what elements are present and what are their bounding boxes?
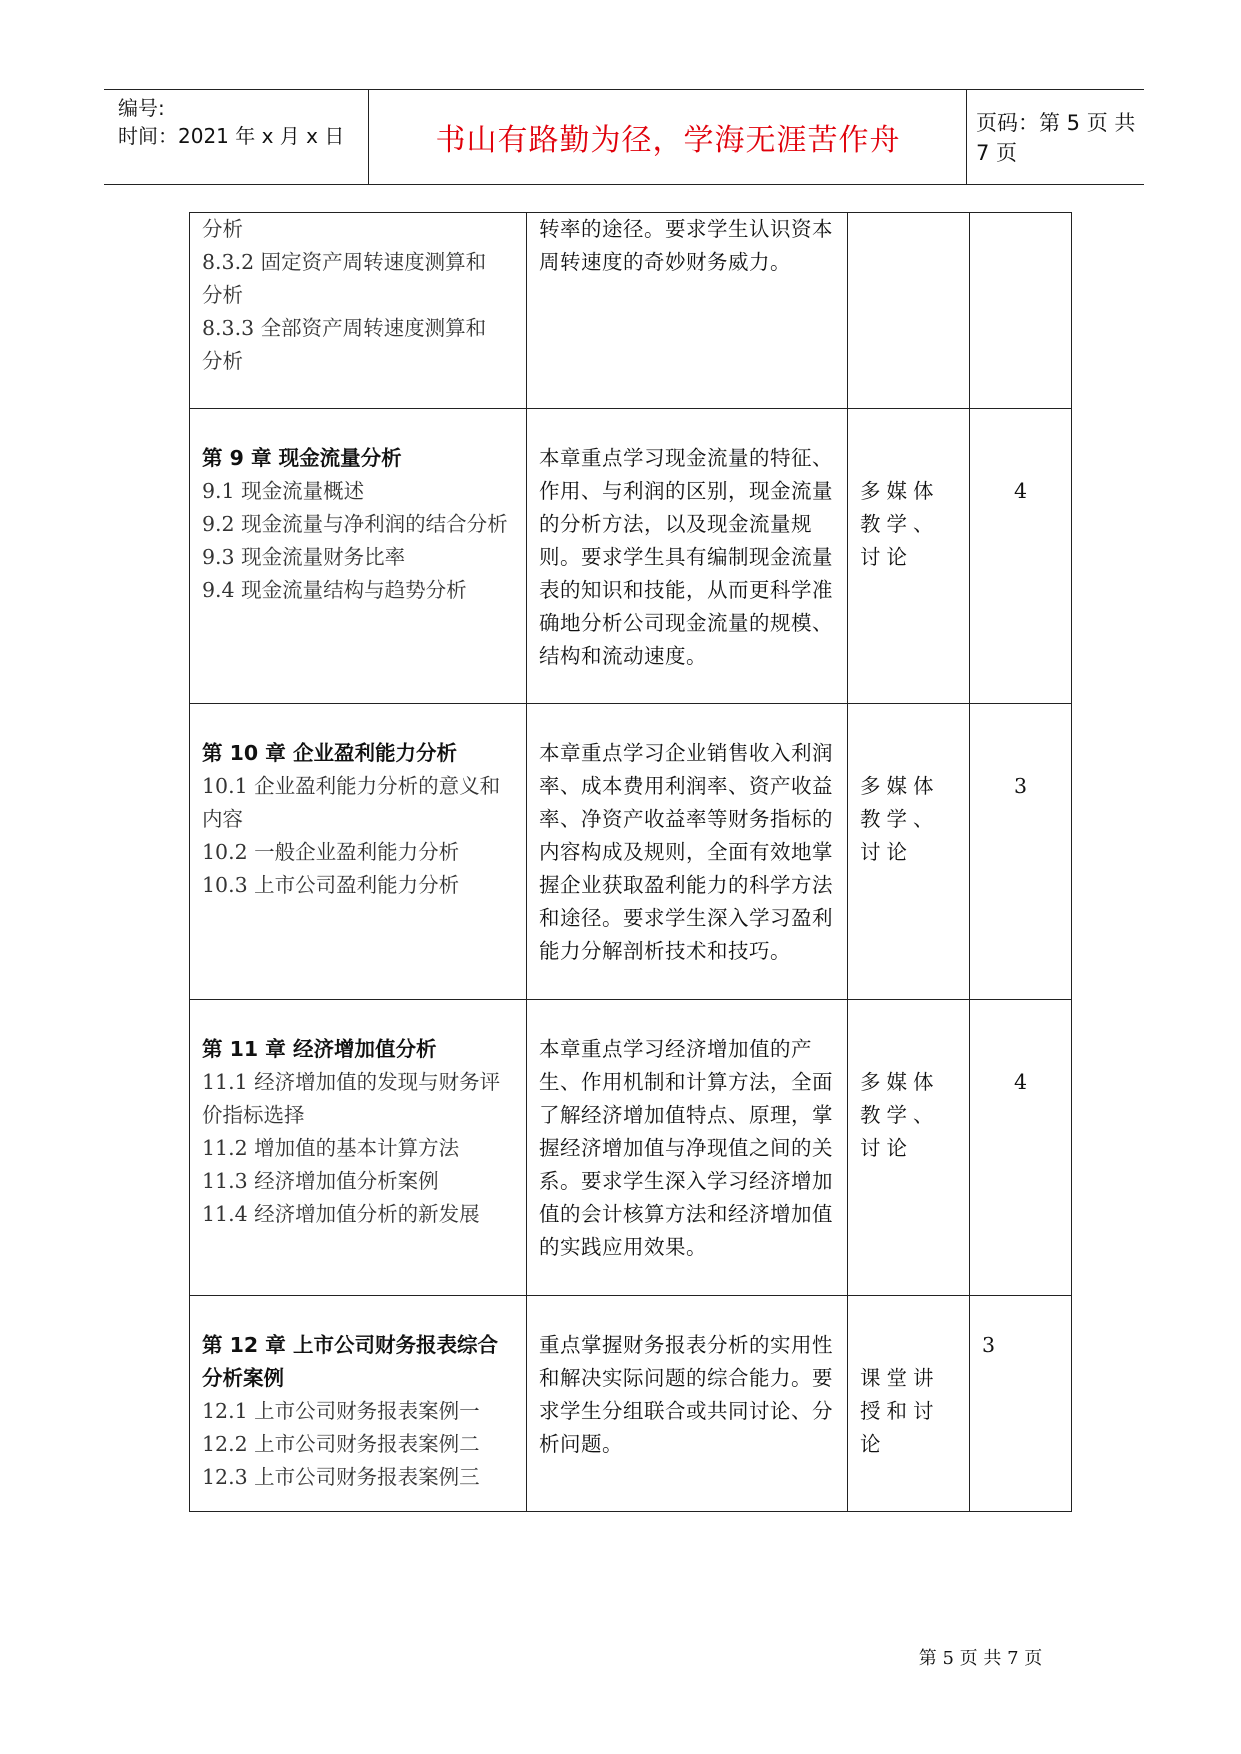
header-divider [368,90,369,184]
topic-line: 10.3 上市公司盈利能力分析 [202,873,460,897]
description-cell [527,1296,848,1512]
hours-cell [970,1296,1072,1512]
topics-cell [190,213,527,409]
topic-line: 10.2 一般企业盈利能力分析 [202,840,460,864]
topic-line: 12.1 上市公司财务报表案例一 [202,1399,480,1423]
table-row [190,409,1072,704]
chapter-title: 第 12 章 上市公司财务报表综合分析案例 [202,1333,498,1390]
topic-line: 12.3 上市公司财务报表案例三 [202,1465,480,1489]
description-text: 本章重点学习现金流量的特征、作用、与利润的区别，现金流量的分析方法，以及现金流量规则。要求学生具有编制现金流量表的知识和技能，从而更科学准确地分析公司现金流量的规模、结构和流动速度。 [539,446,833,668]
method-cell [848,1000,970,1296]
topics-cell [190,1296,527,1512]
description-cell [527,704,848,1000]
header-meta [118,94,344,150]
page-footer: 第 5 页 共 7 页 [918,1648,1043,1669]
hours-cell [970,213,1072,409]
chapter-title: 第 10 章 企业盈利能力分析 [202,741,457,765]
method-cell [848,704,970,1000]
method-text: 多媒体教学、讨论 [860,774,940,864]
method-cell [848,213,970,409]
table-row [190,1296,1072,1512]
topics-cell [190,1000,527,1296]
method-text: 课堂讲授和讨论 [860,1366,940,1456]
page-header [104,89,1144,185]
code-label: 编号: [118,96,165,120]
topic-line: 8.3.3 全部资产周转速度测算和 [202,316,487,340]
method-cell [848,1296,970,1512]
hours-value: 3 [1013,774,1028,798]
topic-line: 8.3.2 固定资产周转速度测算和 [202,250,487,274]
method-cell [848,409,970,704]
hours-cell [970,704,1072,1000]
chapter-title: 第 9 章 现金流量分析 [202,446,402,470]
topic-line: 11.4 经济增加值分析的新发展 [202,1202,480,1226]
topic-line: 9.2 现金流量与净利润的结合分析 [202,512,508,536]
page-info: 页码：第 5 页 共 7 页 [976,111,1136,165]
description-cell [527,1000,848,1296]
method-text: 多媒体教学、讨论 [860,479,940,569]
topic-line: 9.4 现金流量结构与趋势分析 [202,578,467,602]
time-label: 时间：2021 年 x 月 x 日 [118,124,345,148]
topic-line: 9.3 现金流量财务比率 [202,545,406,569]
description-cell [527,213,848,409]
hours-value: 4 [1013,1070,1028,1094]
hours-cell [970,409,1072,704]
topic-line: 11.3 经济增加值分析案例 [202,1169,439,1193]
description-text: 转率的途径。要求学生认识资本周转速度的奇妙财务威力。 [539,217,833,274]
topic-line: 分析 [202,349,243,373]
hours-value: 3 [982,1333,996,1357]
table-row [190,1000,1072,1296]
topic-line: 10.1 企业盈利能力分析的意义和内容 [202,774,501,831]
description-cell [527,409,848,704]
topic-line: 12.2 上市公司财务报表案例二 [202,1432,480,1456]
description-text: 本章重点学习企业销售收入利润率、成本费用利润率、资产收益率、净资产收益率等财务指标的内容构成及规则，全面有效地掌握企业获取盈利能力的科学方法和途径。要求学生深入学习盈利能力分解剖析技术和技巧。 [539,741,833,963]
topics-cell [190,409,527,704]
topic-line: 11.2 增加值的基本计算方法 [202,1136,460,1160]
table-row [190,704,1072,1000]
method-text: 多媒体教学、讨论 [860,1070,940,1160]
topic-line: 11.1 经济增加值的发现与财务评价指标选择 [202,1070,501,1127]
hours-cell [970,1000,1072,1296]
description-text: 本章重点学习经济增加值的产生、作用机制和计算方法，全面了解经济增加值特点、原理，掌握经济增加值与净现值之间的关系。要求学生深入学习经济增加值的会计核算方法和经济增加值的实践应用效果。 [539,1037,833,1259]
topic-line: 分析 [202,217,243,241]
description-text: 重点掌握财务报表分析的实用性和解决实际问题的综合能力。要求学生分组联合或共同讨论、分析问题。 [539,1333,833,1456]
topic-line: 分析 [202,283,243,307]
topics-cell [190,704,527,1000]
table-row [190,213,1072,409]
topic-line: 9.1 现金流量概述 [202,479,365,503]
header-divider [966,90,967,184]
hours-value: 4 [1013,479,1028,503]
syllabus-table [189,212,1072,1512]
motto: 书山有路勤为径，学海无涯苦作舟 [435,123,901,158]
chapter-title: 第 11 章 经济增加值分析 [202,1037,437,1061]
